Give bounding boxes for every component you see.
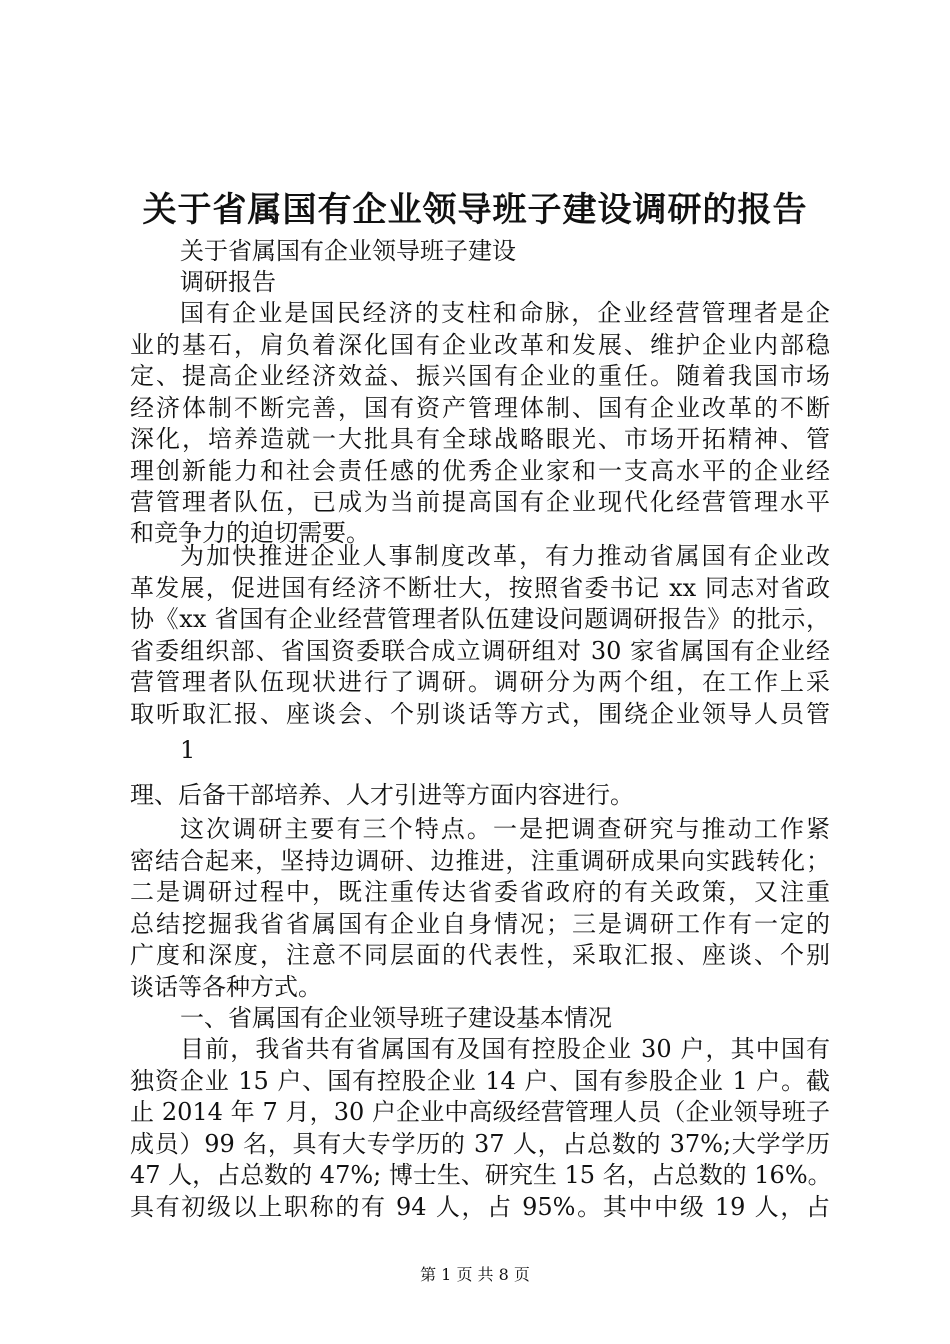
subtitle-line: 关于省属国有企业领导班子建设 <box>180 237 516 265</box>
paragraph-line: 谈话等各种方式。 <box>130 973 322 1001</box>
paragraph-line: 密结合起来，坚持边调研、边推进，注重调研成果向实践转化； <box>130 847 830 875</box>
paragraph-line: 定、提高企业经济效益、振兴国有企业的重任。随着我国市场 <box>130 362 830 390</box>
paragraph-line: 具有初级以上职称的有 94 人，占 95%。其中中级 19 人，占 <box>130 1193 830 1221</box>
paragraph-line: 省委组织部、省国资委联合成立调研组对 30 家省属国有企业经 <box>130 637 830 665</box>
paragraph-line: 营管理者队伍，已成为当前提高国有企业现代化经营管理水平 <box>130 488 830 516</box>
paragraph-line: 为加快推进企业人事制度改革，有力推动省属国有企业改 <box>180 542 830 570</box>
section-heading: 一、省属国有企业领导班子建设基本情况 <box>180 1004 612 1032</box>
paragraph-line: 协《xx 省国有企业经营管理者队伍建设问题调研报告》的批示， <box>130 605 830 633</box>
paragraph-line: 目前，我省共有省属国有及国有控股企业 30 户，其中国有 <box>180 1035 830 1063</box>
paragraph-line: 这次调研主要有三个特点。一是把调查研究与推动工作紧 <box>180 815 830 843</box>
paragraph-line: 止 2014 年 7 月，30 户企业中高级经营管理人员（企业领导班子 <box>130 1098 830 1126</box>
paragraph-line: 营管理者队伍现状进行了调研。调研分为两个组，在工作上采 <box>130 668 830 696</box>
paragraph-line: 经济体制不断完善，国有资产管理体制、国有企业改革的不断 <box>130 394 830 422</box>
paragraph-line: 革发展，促进国有经济不断壮大，按照省委书记 xx 同志对省政 <box>130 574 830 602</box>
paragraph-line: 取听取汇报、座谈会、个别谈话等方式，围绕企业领导人员管 <box>130 700 830 728</box>
paragraph-line: 总结挖掘我省省属国有企业自身情况；三是调研工作有一定的 <box>130 910 830 938</box>
paragraph-line: 深化，培养造就一大批具有全球战略眼光、市场开拓精神、管 <box>130 425 830 453</box>
page-footer: 第 1 页 共 8 页 <box>420 1265 530 1284</box>
paragraph-line: 理创新能力和社会责任感的优秀企业家和一支高水平的企业经 <box>130 457 830 485</box>
document-title: 关于省属国有企业领导班子建设调研的报告 <box>142 190 808 230</box>
subtitle-line: 调研报告 <box>180 268 276 296</box>
paragraph-line: 独资企业 15 户、国有控股企业 14 户、国有参股企业 1 户。截 <box>130 1067 830 1095</box>
paragraph-line: 广度和深度，注意不同层面的代表性，采取汇报、座谈、个别 <box>130 941 830 969</box>
paragraph-line: 成员）99 名，具有大专学历的 37 人，占总数的 37%;大学学历 <box>130 1130 830 1158</box>
paragraph-line: 二是调研过程中，既注重传达省委省政府的有关政策，又注重 <box>130 878 830 906</box>
paragraph-line: 国有企业是国民经济的支柱和命脉，企业经营管理者是企 <box>180 299 830 327</box>
paragraph-line: 和竞争力的迫切需要。 <box>130 519 370 547</box>
inline-page-number: 1 <box>180 736 196 764</box>
paragraph-line: 理、后备干部培养、人才引进等方面内容进行。 <box>130 781 634 809</box>
paragraph-line: 47 人，占总数的 47%; 博士生、研究生 15 名，占总数的 16%。 <box>130 1161 832 1189</box>
paragraph-line: 业的基石，肩负着深化国有企业改革和发展、维护企业内部稳 <box>130 331 830 359</box>
